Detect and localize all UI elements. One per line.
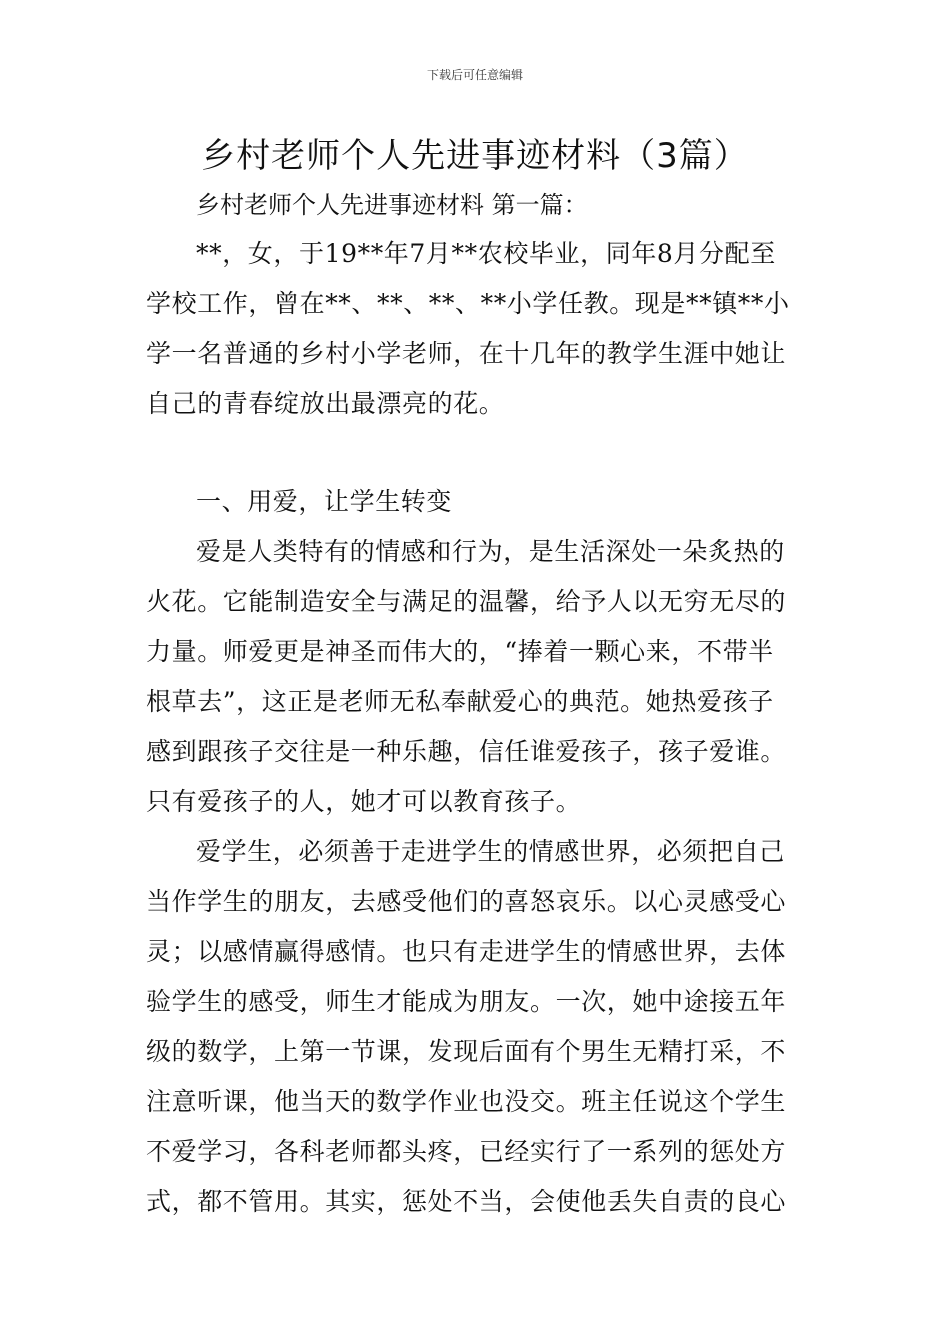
body-line: 爱学生，必须善于走进学生的情感世界，必须把自己 bbox=[196, 837, 785, 866]
body-line: 验学生的感受，师生才能成为朋友。一次，她中途接五年 bbox=[146, 987, 787, 1016]
body-line: **，女，于19**年7月**农校毕业，同年8月分配至 bbox=[196, 239, 776, 268]
body-line: 式，都不管用。其实，惩处不当，会使他丢失自责的良心 bbox=[146, 1187, 787, 1216]
body-line: 不爱学习，各科老师都头疼，已经实行了一系列的惩处方 bbox=[146, 1137, 787, 1166]
body-line: 学校工作，曾在**、**、**、**小学任教。现是**镇**小 bbox=[146, 289, 790, 318]
section-heading: 一、用爱，让学生转变 bbox=[196, 487, 453, 516]
body-line: 力量。师爱更是神圣而伟大的，“捧着一颗心来，不带半 bbox=[146, 637, 774, 666]
body-line: 学一名普通的乡村小学老师，在十几年的教学生涯中她让 bbox=[146, 339, 787, 368]
header-note: 下载后可任意编辑 bbox=[426, 68, 523, 82]
body-line: 自己的青春绽放出最漂亮的花。 bbox=[146, 389, 505, 418]
document-subtitle: 乡村老师个人先进事迹材料 第一篇： bbox=[196, 191, 588, 219]
document-title: 乡村老师个人先进事迹材料（3篇） bbox=[201, 136, 749, 176]
body-line: 火花。它能制造安全与满足的温馨，给予人以无穷无尽的 bbox=[146, 587, 787, 616]
body-line: 根草去”，这正是老师无私奉献爱心的典范。她热爱孩子 bbox=[146, 687, 774, 716]
body-line: 注意听课，他当天的数学作业也没交。班主任说这个学生 bbox=[146, 1087, 787, 1116]
body-line: 感到跟孩子交往是一种乐趣，信任谁爱孩子，孩子爱谁。 bbox=[146, 737, 787, 766]
body-line: 爱是人类特有的情感和行为，是生活深处一朵炙热的 bbox=[196, 537, 785, 566]
body-line: 当作学生的朋友，去感受他们的喜怒哀乐。以心灵感受心 bbox=[146, 887, 787, 916]
body-line: 只有爱孩子的人，她才可以教育孩子。 bbox=[146, 787, 582, 816]
body-line: 级的数学，上第一节课，发现后面有个男生无精打采，不 bbox=[146, 1037, 787, 1066]
body-line: 灵；以感情赢得感情。也只有走进学生的情感世界，去体 bbox=[146, 937, 787, 966]
